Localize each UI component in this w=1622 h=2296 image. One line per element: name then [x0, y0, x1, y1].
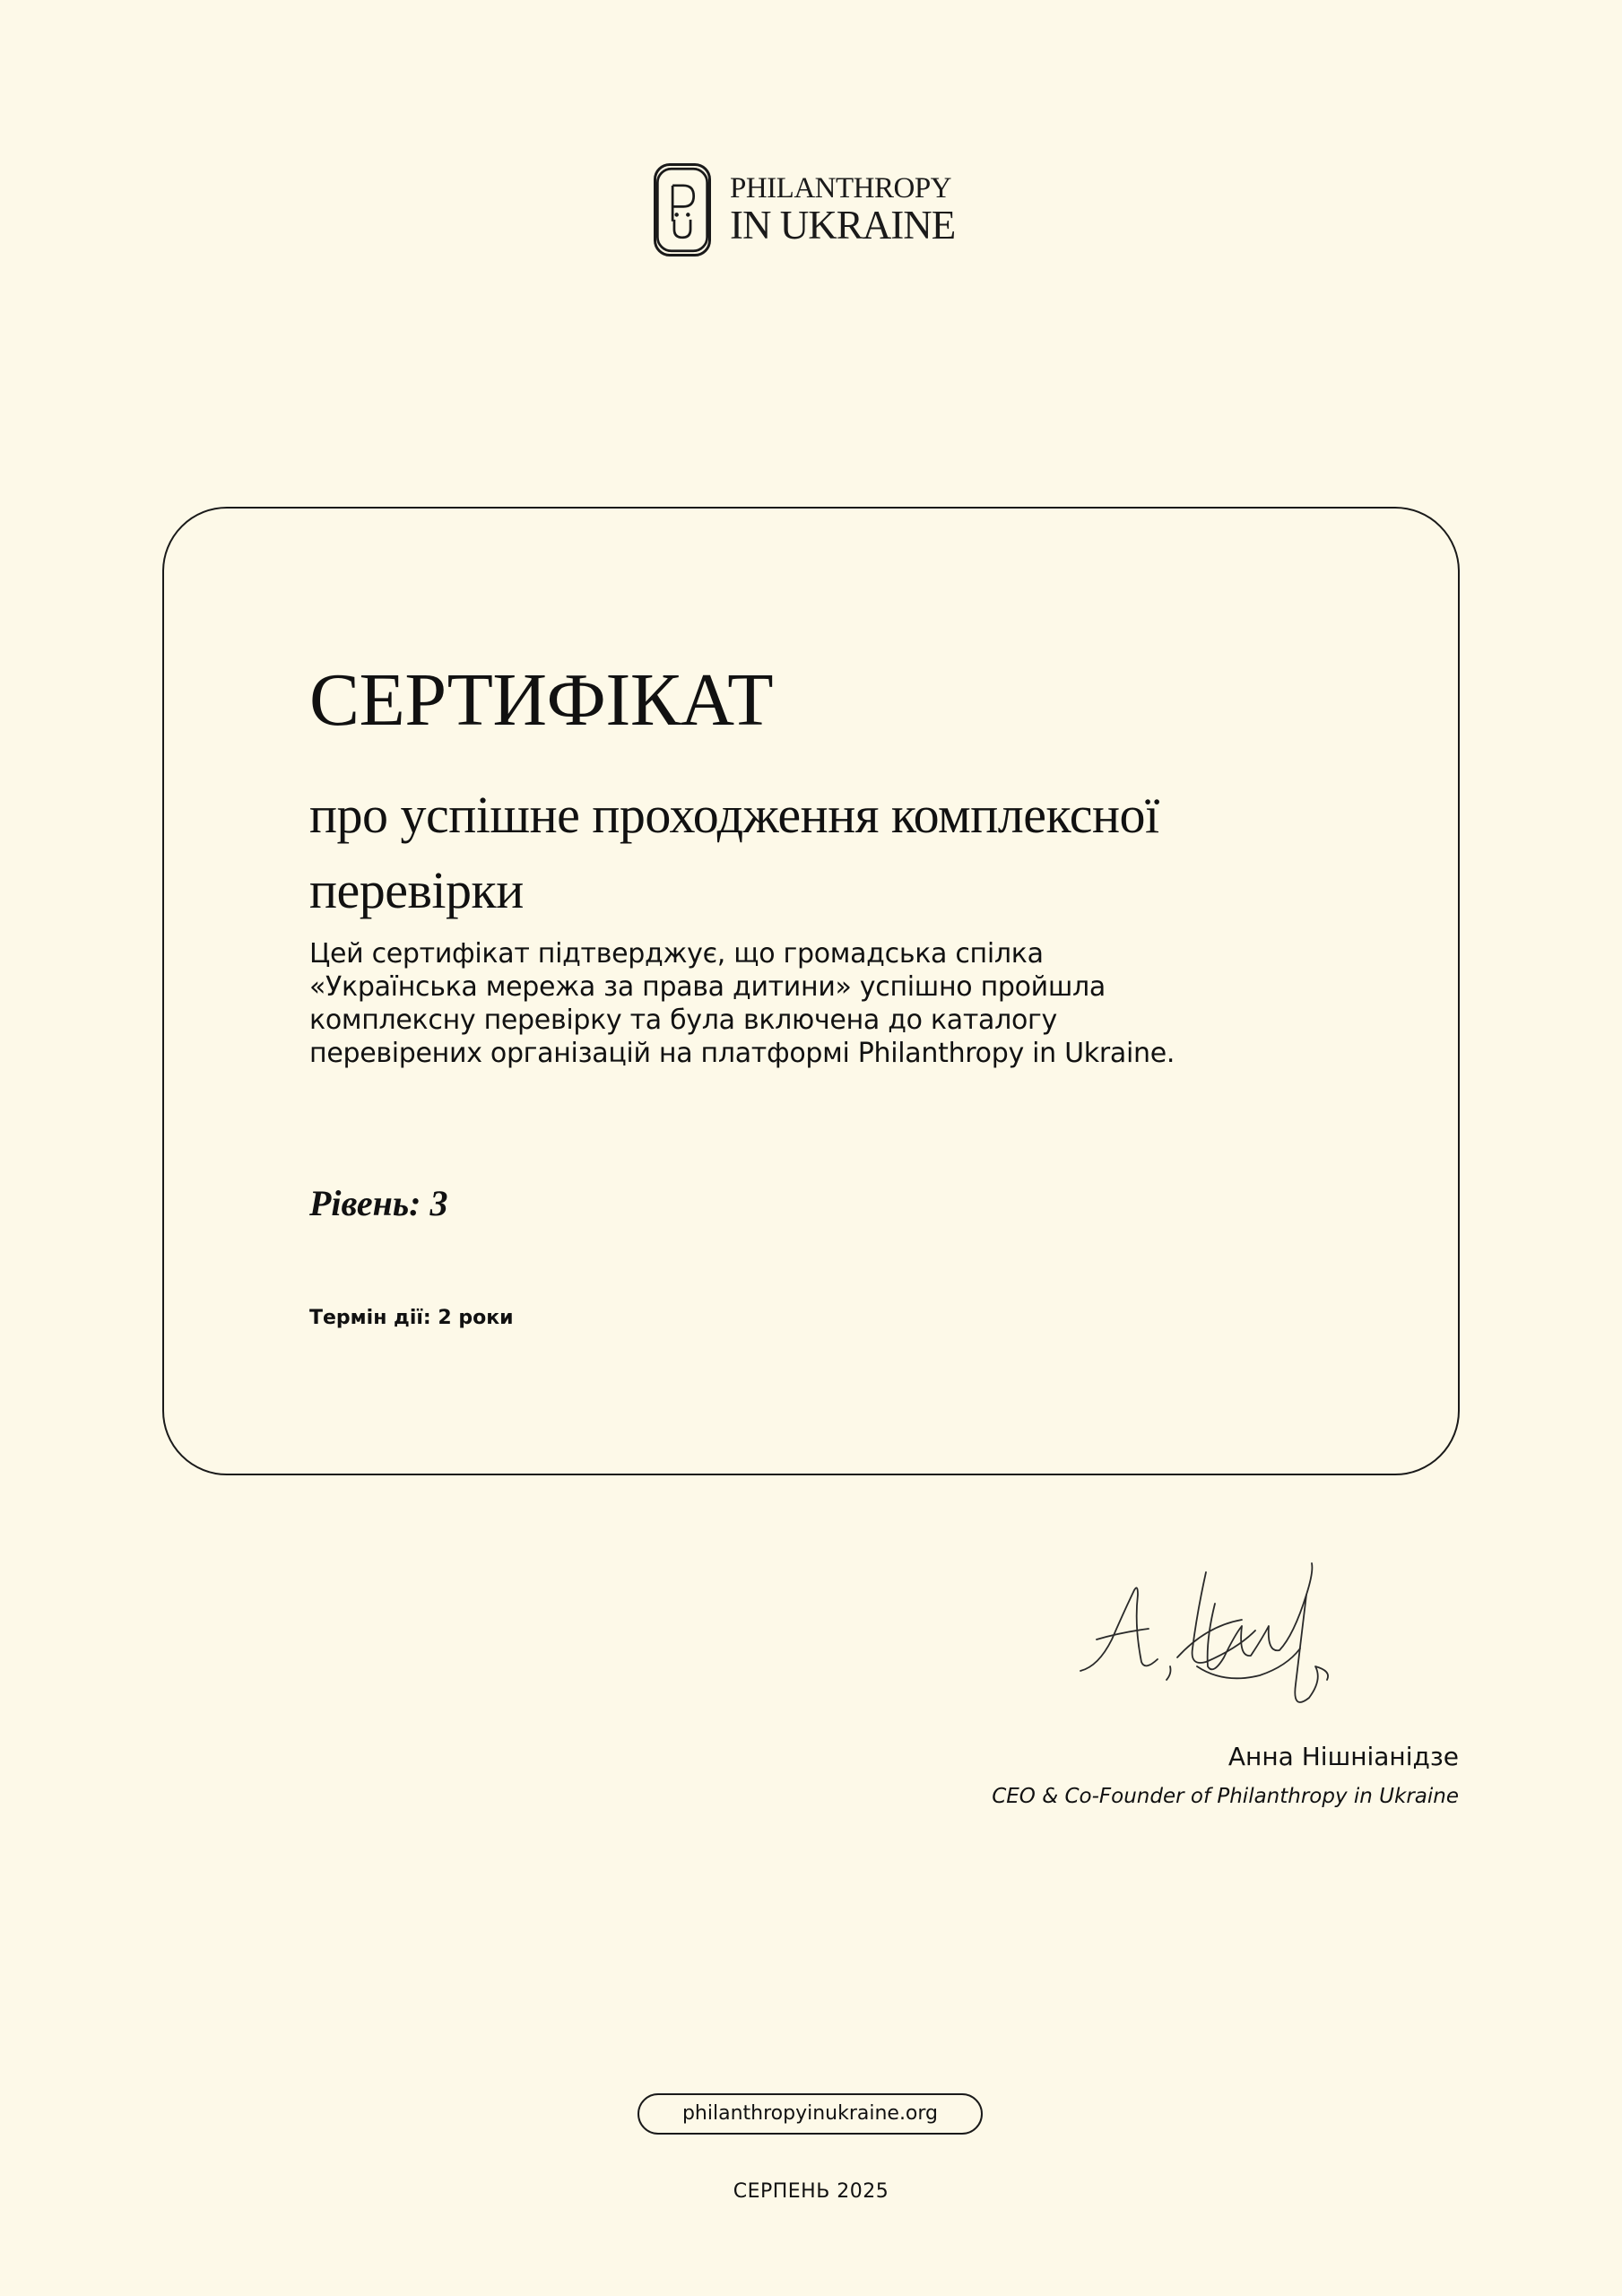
logo-mark-icon [654, 163, 711, 257]
issue-date: СЕРПЕНЬ 2025 [733, 2180, 889, 2203]
signature-image [1071, 1541, 1448, 1725]
certificate-validity: Термін дії: 2 роки [309, 1307, 514, 1329]
logo-line-2: IN UKRAINE [730, 203, 956, 248]
website-link[interactable]: philanthropyinukraine.org [638, 2093, 983, 2135]
certificate-title: СЕРТИФІКАТ [309, 658, 774, 742]
certificate-subtitle: про успішне проходження комплексної перевірки [309, 786, 1159, 919]
logo-wordmark [730, 174, 955, 246]
certificate-card [162, 507, 1460, 1475]
signer-role: CEO & Co-Founder of Philanthropy in Ukraine [992, 1785, 1459, 1808]
logo [654, 163, 955, 257]
signer-name: Анна Нішніанідзе [1227, 1742, 1459, 1771]
certificate-level: Рівень: 3 [309, 1183, 448, 1223]
certificate-body-text: Цей сертифікат підтверджує, що громадська спілка «Українська мережа за права дитини» успішно пройшла комплексну перевірку та була включена до каталогу перевірених організацій на платформі Philanthropy in Ukraine. [309, 938, 1175, 1069]
logo-line-1: PHILANTHROPY [730, 172, 952, 204]
